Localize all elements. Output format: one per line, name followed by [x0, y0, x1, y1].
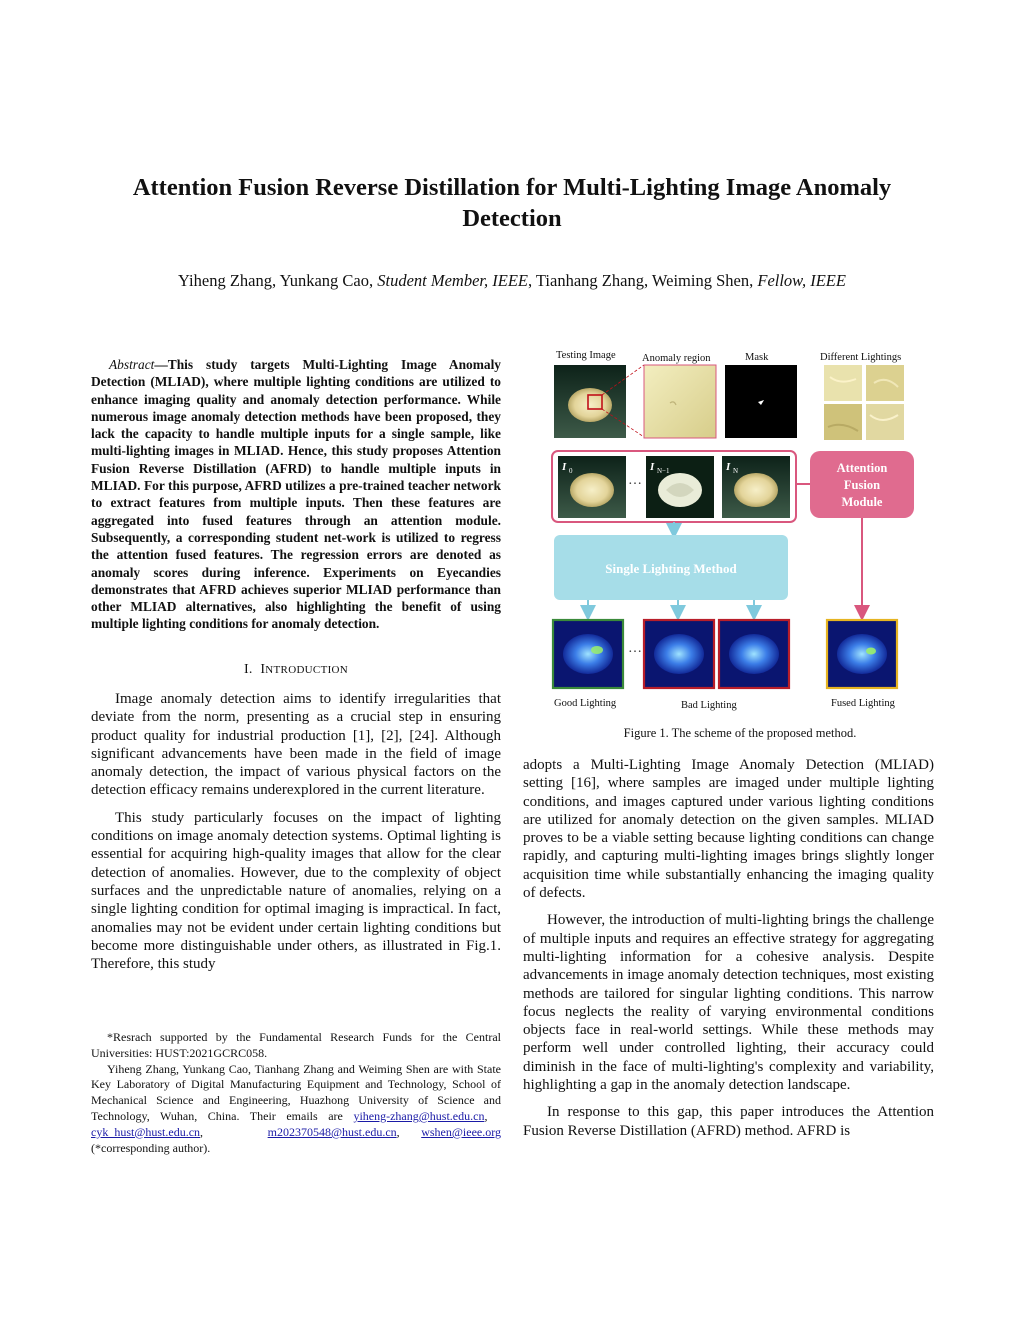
label-testing-image: Testing Image — [556, 350, 616, 361]
i0-subscript: 0 — [569, 467, 573, 475]
bad-lighting-map-2 — [719, 620, 789, 688]
left-paragraph-2: This study particularly focuses on the impact of lighting conditions on image anomaly detection systems. Optimal lighting is essential for acquiring high-quality images that allow for the clear detection of anomalies. However, due to the complexity of object surfaces and the unpredictable nature of anomalies, relying on a single lighting condition for optimal imaging is impractical. In fact, anomalies may not be evident under certain lighting conditions but become more distinguishable under others, as illustrated in Fig.1. Therefore, this study — [91, 809, 501, 973]
input-image-i0 — [558, 456, 626, 518]
left-paragraph-1: Image anomaly detection aims to identify irregularities that deviate from the norm, presenting as a crucial step in ensuring product quality for industrial production [1], [2], [24]. Although significant advancements have been made in the field of image anomaly detection, the impact of various physical factors on the detection efficacy remains underexplored in the current literature. — [91, 691, 501, 799]
label-mask: Mask — [745, 352, 769, 363]
email-link-3[interactable]: m202370548@hust.edu.cn — [267, 1124, 397, 1139]
right-paragraph-2: However, the introduction of multi-lighting brings the challenge of multiple inputs and requires an effective strategy for aggregating multi-lighting information for a cohesive analysis. Despite advancements in image anomaly detection techniques, most existing methods are tailored for singular lighting conditions. This narrow focus neglects the reality of varying environmental conditions objects face in real-world settings. While these methods may perform well under controlled lighting, their accuracy could diminish in the face of multi-lighting's complexity and variability, highlighting a gap in the anomaly detection landscape. — [523, 912, 934, 1094]
input-image-in-1 — [646, 456, 714, 518]
attention-line-2: Fusion — [843, 478, 881, 492]
input-image-in — [722, 456, 790, 518]
figure-1 — [540, 343, 940, 718]
author-role-2: Fellow, IEEE — [757, 271, 846, 290]
in1-subscript: N−1 — [657, 467, 670, 475]
abstract — [91, 356, 501, 633]
footnote-affiliation-text: Yiheng Zhang, Yunkang Cao, Tianhang Zhang and Weiming Shen are with State Key Laboratory of Digital Manufacturing Equipment and Technology, School of Mechanical Science and Engineering, Huazhong University of Science and Technology, Wuhan, China. Their emails are — [91, 1061, 501, 1123]
label-bad-lighting: Bad Lighting — [681, 700, 737, 711]
single-lighting-method — [554, 535, 788, 600]
figure-caption: Figure 1. The scheme of the proposed method. — [623, 726, 857, 740]
footnote-funding: *Resrach supported by the Fundamental Research Funds for the Central Universities: HUST:2021GCRC058. — [91, 1030, 501, 1060]
attention-line-1: Attention — [836, 461, 888, 475]
paper-title: Attention Fusion Reverse Distillation for Multi-Lighting Image Anomaly Detection — [132, 174, 892, 232]
in-subscript: N — [733, 467, 739, 475]
abstract-text: —This study targets Multi-Lighting Image Anomaly Detection (MLIAD), where multiple lighting conditions are utilized to enhance imaging quality and anomaly detection performance. While numerous image anomaly detection methods have been proposed, they lack the capacity to handle multiple inputs for a single sample, like multi-lighting images in MLIAD. Hence, this study proposes Attention Fusion Reverse Distillation (AFRD) to handle multiple inputs in MLIAD. For this purpose, AFRD utilizes a pre-trained teacher network to extract features from multiple inputs. Then these features are aggregated into fused features through an attention module. Subsequently, a corresponding student net-work is utilized to regress the attention fused features. The regression errors are denoted as anomaly scores during inference. Experiments on Eyecandies demonstrates that AFRD achieves superior MLIAD performance than other MLIAD alternatives, also highlighting the benefit of using multiple lighting conditions for anomaly detection. — [91, 357, 501, 632]
abstract-label: Abstract — [109, 357, 155, 372]
label-good-lighting: Good Lighting — [554, 698, 617, 709]
author-line — [60, 270, 964, 292]
left-body — [91, 690, 501, 982]
bad-lighting-map-1 — [644, 620, 714, 688]
in-symbol: I — [726, 461, 731, 473]
right-paragraph-3: In response to this gap, this paper introduces the Attention Fusion Reverse Distillation (AFRD) method. AFRD is — [523, 1104, 934, 1139]
right-body — [523, 756, 934, 1149]
label-fused-lighting: Fused Lighting — [831, 698, 895, 709]
author-names-2: , Tianhang Zhang, Weiming Shen, — [527, 271, 758, 290]
fused-lighting-map — [827, 620, 897, 688]
section-rest: NTRODUCTION — [265, 664, 349, 676]
attention-line-3: Module — [841, 495, 883, 509]
label-different-lightings: Different Lightings — [820, 352, 902, 363]
in1-symbol: I — [650, 461, 655, 473]
mask-image — [725, 365, 797, 438]
author-names-1: Yiheng Zhang, Yunkang Cao, — [178, 271, 378, 290]
good-lighting-map — [553, 620, 623, 688]
footnote-affiliation: Yiheng Zhang, Yunkang Cao, Tianhang Zhang and Weiming Shen are with State Key Laboratory of Digital Manufacturing Equipment and Technology, School of Mechanical Science and Engineering, Huazhong University of Science and Technology, Wuhan, China. Their emails are yiheng-zhang@hust.edu.cn, cyk_hust@hust.edu.cn, m202370548@hust.edu.cn, wshen@ieee.org (*corresponding author). — [91, 1061, 502, 1155]
email-link-2[interactable]: cyk_hust@hust.edu.cn — [91, 1124, 201, 1139]
anomaly-region-image — [644, 365, 716, 438]
single-lighting-label: Single Lighting Method — [605, 561, 737, 576]
i0-symbol: I — [562, 461, 567, 473]
label-anomaly-region: Anomaly region — [642, 353, 711, 364]
section-heading — [91, 662, 501, 678]
author-role-1: Student Member, IEEE — [377, 271, 528, 290]
footnote — [91, 1030, 501, 1156]
section-first-letter: I — [260, 662, 266, 677]
section-number: I. — [243, 662, 253, 677]
maps-ellipsis: … — [628, 641, 642, 656]
inputs-ellipsis: … — [628, 473, 642, 488]
footnote-tail: (*corresponding author). — [91, 1140, 211, 1155]
different-lightings-grid — [824, 365, 904, 440]
email-link-1[interactable]: yiheng-zhang@hust.edu.cn — [353, 1108, 485, 1123]
attention-fusion-module — [810, 451, 914, 518]
right-paragraph-1: adopts a Multi-Lighting Image Anomaly Detection (MLIAD) setting [16], where samples are imaged under multiple lighting conditions, and images captured under various lighting conditions are utilized for anomaly detection on the given samples. MLIAD proves to be a viable setting because lighting conditions can change rapidly, and capturing multi-lighting images brings slightly longer acquisition time while substantially enhancing the imaging quality of defects. — [523, 757, 934, 902]
email-link-4[interactable]: wshen@ieee.org — [421, 1124, 502, 1139]
testing-image — [554, 365, 626, 438]
